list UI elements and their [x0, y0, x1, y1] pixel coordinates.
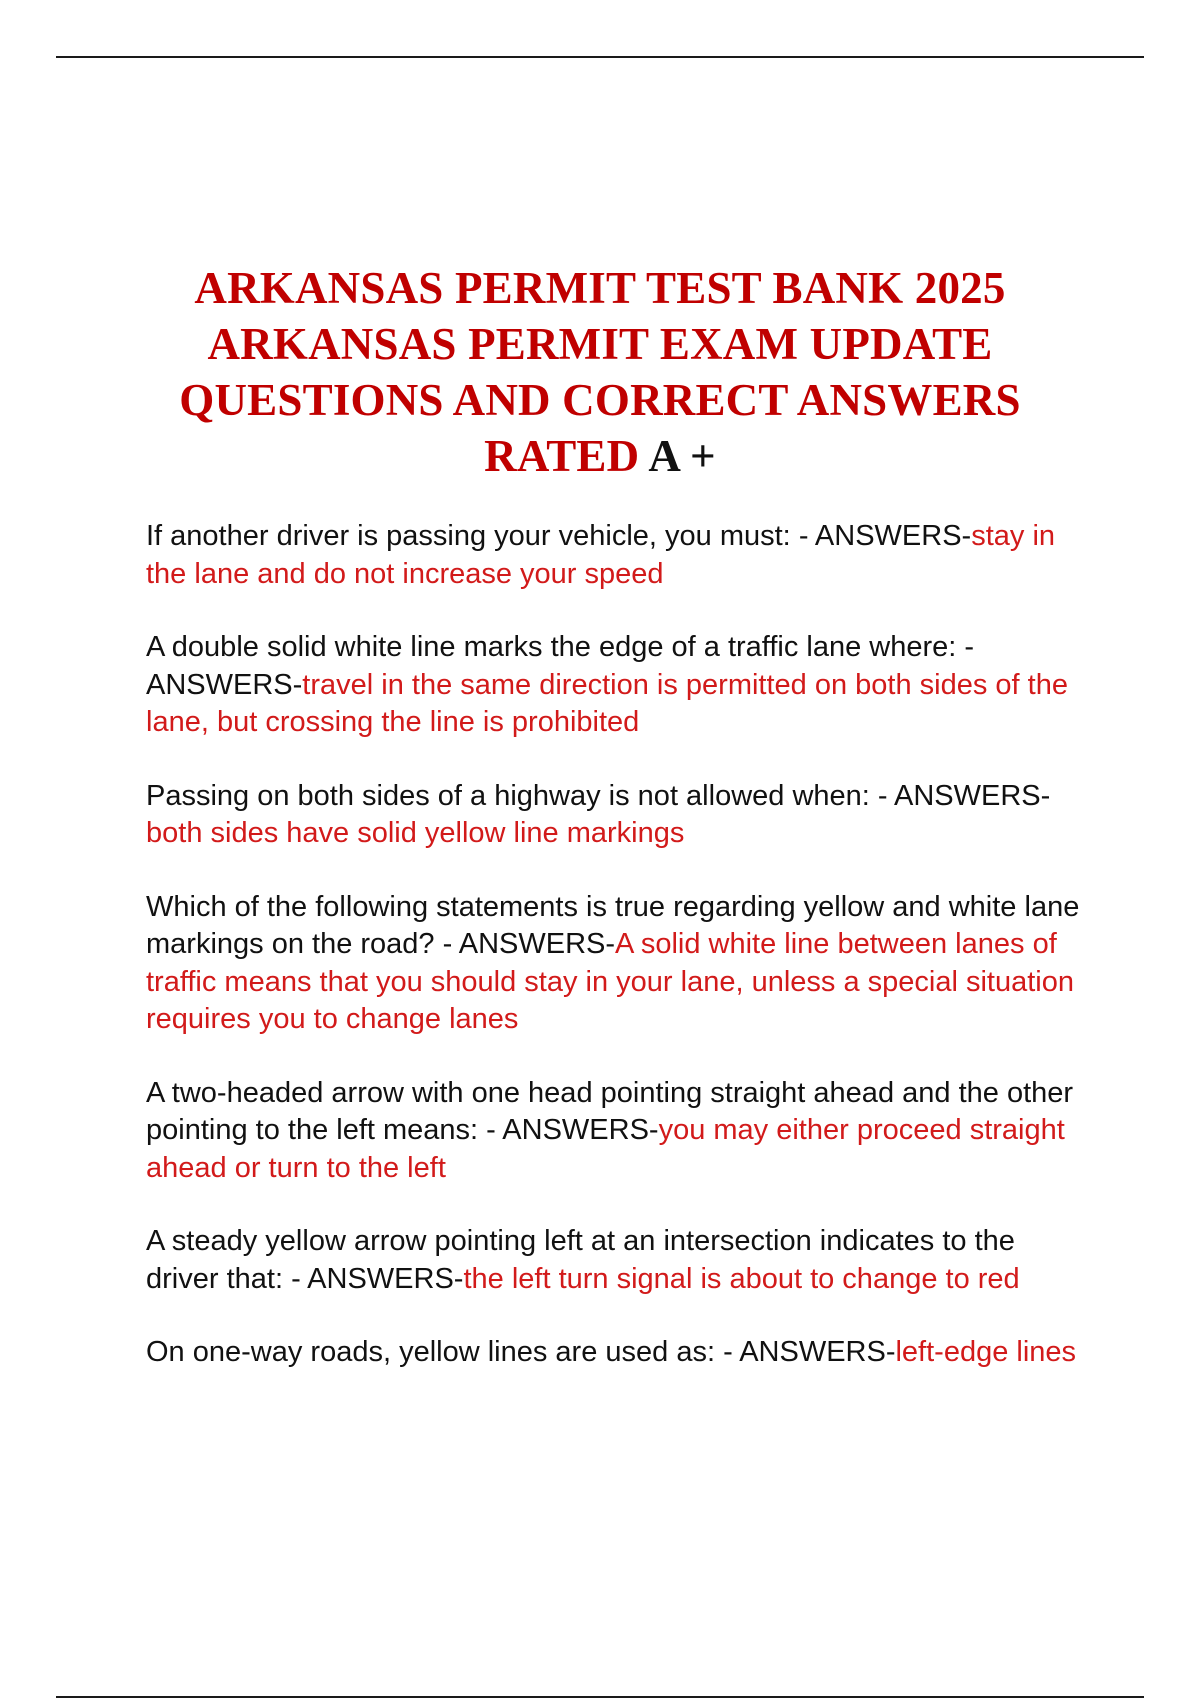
answer-text: both sides have solid yellow line markings	[146, 817, 685, 849]
question-text: A steady yellow arrow pointing left at an intersection indicates to the driver that:	[146, 1225, 1015, 1295]
answer-marker: - ANSWERS-	[798, 520, 972, 552]
answer-marker: - ANSWERS-	[146, 631, 975, 701]
answer-marker: - ANSWERS-	[723, 1336, 896, 1368]
document-title	[110, 260, 1090, 484]
title-line-4	[110, 428, 1090, 484]
question-text: On one-way roads, yellow lines are used as:	[146, 1336, 716, 1368]
answer-text: A solid white line between lanes of traffic means that you should stay in your lane, unless a special situation requires you to change lanes	[146, 928, 1074, 1035]
qa-item	[146, 518, 1086, 593]
qa-item	[146, 889, 1086, 1039]
question-text: Which of the following statements is true regarding yellow and white lane markings on the road?	[146, 890, 1080, 960]
answer-marker: - ANSWERS-	[291, 1262, 464, 1295]
answer-text: stay in the lane and do not increase your speed	[146, 520, 1056, 590]
answer-text: the left turn signal is about to change to red	[463, 1262, 1020, 1295]
qa-item	[146, 1075, 1086, 1188]
answer-text: you may either proceed straight ahead or turn to the left	[146, 1114, 1065, 1184]
answer-marker: - ANSWERS-	[877, 779, 1051, 812]
title-grade-text: A +	[648, 431, 716, 482]
answer-text: left-edge lines	[895, 1336, 1077, 1368]
qa-item	[146, 1223, 1086, 1298]
qa-list	[146, 518, 1086, 1408]
bottom-rule	[56, 1696, 1144, 1698]
question-text: A double solid white line marks the edge of a traffic lane where:	[146, 631, 957, 663]
question-text: A two-headed arrow with one head pointing straight ahead and the other pointing to the left means:	[146, 1076, 1074, 1146]
answer-marker: - ANSWERS-	[486, 1114, 659, 1146]
top-rule	[56, 56, 1144, 58]
qa-item	[146, 1334, 1086, 1372]
question-text: Passing on both sides of a highway is not allowed when:	[146, 779, 870, 812]
title-rated-text: RATED	[484, 431, 640, 482]
question-text: If another driver is passing your vehicle, you must:	[146, 520, 791, 552]
qa-item	[146, 629, 1086, 742]
answer-marker: - ANSWERS-	[442, 928, 616, 960]
answer-text: travel in the same direction is permitted on both sides of the lane, but crossing the line is prohibited	[146, 668, 1068, 738]
title-line-3: QUESTIONS AND CORRECT ANSWERS	[179, 375, 1021, 426]
qa-item	[146, 778, 1086, 853]
title-line-2: ARKANSAS PERMIT EXAM UPDATE	[207, 319, 993, 370]
title-line-1: ARKANSAS PERMIT TEST BANK 2025	[194, 263, 1006, 314]
